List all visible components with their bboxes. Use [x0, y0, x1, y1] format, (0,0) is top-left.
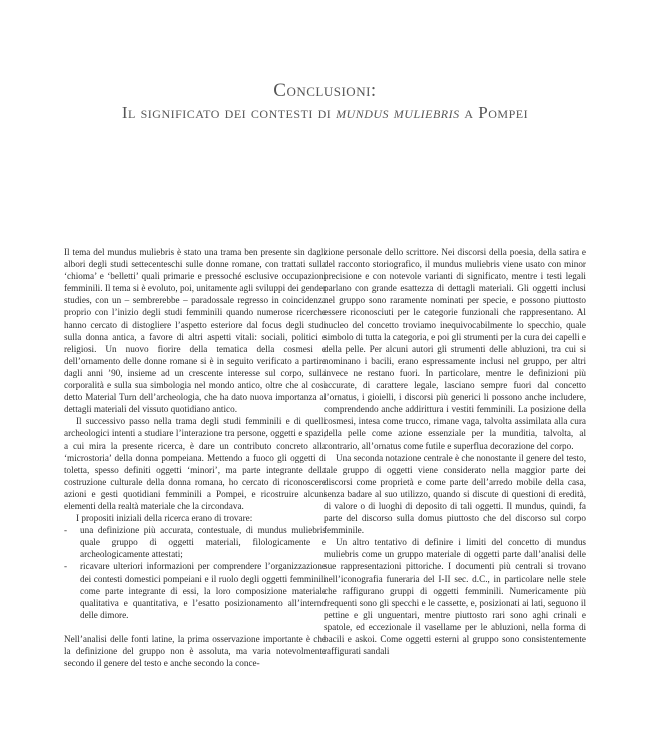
chapter-title — [0, 80, 650, 124]
paragraph: Una seconda notazione centrale è che nonostante il genere del testo, tale gruppo di oggetti viene considerato nella maggior parte dei discorsi come proprietà e come parte dell’arredo mobile della casa, senza badare al suo utilizzo, quando si discute di questioni di eredità, di valore o di luoghi di deposito di tali oggetti. Il mundus, quindi, fa parte del discorso sulla domus piuttosto che del discorso sul corpo femminile. — [324, 452, 586, 536]
paragraph: Un altro tentativo di definire i limiti del concetto di mundus muliebris come un gruppo materiale di oggetti parte dall’analisi delle sue rappresentazioni pittoriche. I documenti più centrali si trovano nell’iconografia funeraria del I-II sec. d.C., in particolare nelle stele che raffigurano gruppi di oggetti femminili. Numericamente più frequenti sono gli specchi e le cassette, e, posizionati ai lati, seguono il pettine e gli unguentari, mentre piuttosto rari sono aghi crinali e spatole, ed eccezionale il vasellame per le abluzioni, nella forma di bacili e askoi. Come oggetti esterni al gruppo sono consistentemente raffigurati sandali — [324, 537, 586, 657]
title-line-2-start: Il significato dei contesti di — [121, 103, 332, 122]
paragraph: zione personale dello scrittore. Nei discorsi della poesia, della satira e del racconto storiografico, il mundus muliebris viene usato con minor precisione e con notevole varianti di significato, mentre i testi legali parlano con grande esattezza di dettagli materiali. Gli oggetti inclusi nel gruppo sono raramente nominati per specie, e possono piuttosto essere riconosciuti per le categorie funzionali che rappresentano. Al nucleo del concetto troviamo inequivocabilmente lo specchio, quale simbolo di tutta la categoria, e poi gli strumenti per la cura dei capelli e della pelle. Per alcuni autori gli strumenti delle abluzioni, tra cui si nominano i bacili, erano espressamente inclusi nel gruppo, per altri invece ne restano fuori. In particolare, mentre le definizioni più accurate, di carattere legale, lasciano sempre fuori dal concetto l’ornatus, i gioielli, i discorsi più generici li possono anche includere, comprendendo anche addirittura i vestiti femminili. La posizione della cosmesi, intesa come trucco, rimane vaga, talvolta assimilata alla cura della pelle come azione essenziale per la munditia, talvolta, al contrario, all’ornatus come futile e superflua decorazione del corpo. — [324, 247, 587, 451]
list-item: - ricavare ulteriori informazioni per comprendere l’organizzazione dei contesti domestici pompeiani e il ruolo degli oggetti femminili come parte integrante di essi, la loro composizione materiale qualitativa e quantitativa, e l’esatto posizionamento all’interno delle dimore. — [64, 560, 326, 620]
title-line-2-emphasis: mundus muliebris — [336, 103, 460, 122]
title-line-1: Conclusioni: — [273, 80, 377, 101]
paragraph: Il successivo passo nella trama degli studi femminili e di quelli archeologici intenti a studiare l’interazione tra persone, oggetti e spazi, a cui mira la presente ricerca, è dare un contributo concreto alla ‘microstoria’ della donna pompeiana. Mettendo a fuoco gli oggetti di toletta, spesso definiti oggetti ‘minori’, ma parte integrante della costruzione culturale della donna romana, ho cercato di riconoscere azioni e gesti quotidiani femminili a Pompei, e ricostruire alcuni elementi della realtà materiale che la circondava. — [64, 416, 326, 511]
objectives-list — [64, 524, 326, 621]
paragraph: I propositi iniziali della ricerca erano di trovare: — [76, 513, 253, 524]
title-line-2-end: a Pompei — [464, 103, 529, 122]
list-item: - una definizione più accurata, contestuale, di mundus muliebris quale gruppo di oggetti materiali, filologicamente e archeologicamente attestati; — [64, 524, 326, 560]
paragraph: Nell’analisi delle fonti latine, la prima osservazione importante è che la definizione del gruppo non è assoluta, ma varia notevolmente secondo il genere del testo e anche secondo la conce- — [64, 633, 326, 669]
title-line-2 — [0, 102, 650, 124]
left-column — [64, 246, 326, 669]
right-column — [324, 246, 586, 657]
paragraph: Il tema del mundus muliebris è stato una trama ben presente sin dagli albori degli studi settecenteschi sulle donne romane, con trattati sulla ‘chioma’ e ‘belletti’ quali primarie e pressoché esclusive occupazioni femminili. Il tema si è evoluto, poi, unitamente agli sviluppi dei gender studies, con un – sembrerebbe – paradossale regresso in coincidenza proprio con l’inizio degli studi femminili quando numerose ricerche hanno cercato di distogliere l’aspetto esteriore dal focus degli studi sulla donna antica, a favore di altri aspetti vitali: sociali, politici e religiosi. Un nuovo fiorire della tematica della cosmesi e dell’ornamento delle donne romane si è in seguito verificato a partire dagli anni ’90, insieme ad un crescente interesse sul corpo, sulla corporalità e sulla sua simbologia nel mondo antico, oltre che al così detto Material Turn dell’archeologia, che ha dato nuova importanza ai dettagli materiali del vissuto quotidiano antico. — [64, 247, 326, 415]
